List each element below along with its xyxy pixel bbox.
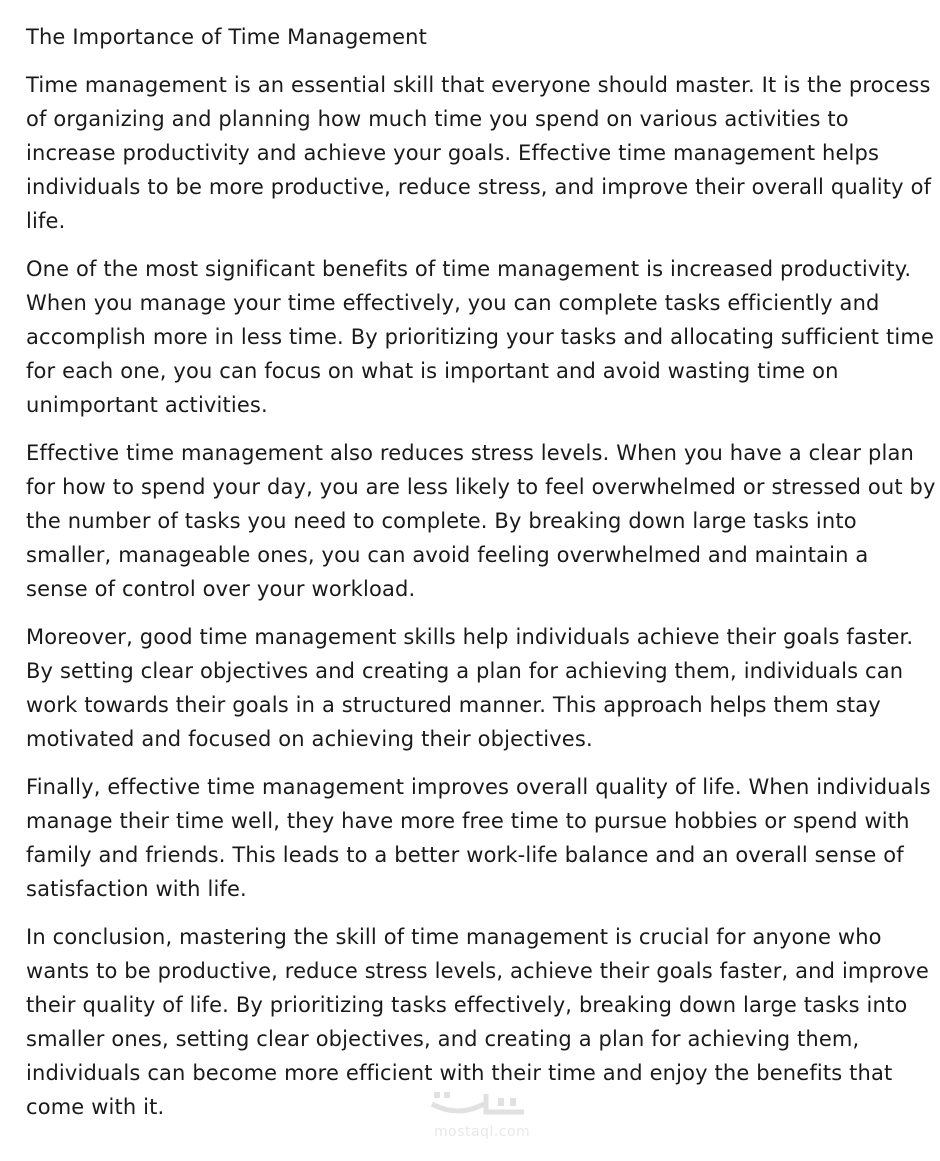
paragraph: One of the most significant benefits of time management is increased productivity. When you manage your time effectively, you can complete tasks efficiently and accomplish more in less time. By prioritizing your tasks and allocating sufficient time for each one, you can focus on what is important and avoid wasting time on unimportant activities. — [26, 257, 935, 417]
paragraph: In conclusion, mastering the skill of time management is crucial for anyone who wants to be productive, reduce stress levels, achieve their goals faster, and improve their quality of life. By prioritizing tasks effectively, breaking down large tasks into smaller ones, setting clear objectives, and creating a plan for achieving them, individuals can become more efficient with their time and enjoy the benefits that come with it. — [26, 925, 929, 1119]
document-title: The Importance of Time Management — [26, 25, 428, 49]
paragraph: Time management is an essential skill that everyone should master. It is the process of organizing and planning how much time you spend on various activities to increase productivity and achieve your goals. Effective time management helps individuals to be more productive, reduce stress, and improve their overall quality of life. — [26, 73, 932, 233]
mostaql-logo-icon — [428, 1082, 528, 1122]
watermark — [420, 1082, 540, 1152]
paragraph: Moreover, good time management skills help individuals achieve their goals faster. By setting clear objectives and creating a plan for achieving them, individuals can work towards their goals in a structured manner. This approach helps them stay motivated and focused on achieving their objectives. — [26, 625, 914, 751]
document — [26, 20, 936, 1138]
watermark-text: mostaql.com — [434, 1124, 531, 1140]
paragraph: Effective time management also reduces stress levels. When you have a clear plan for how to spend your day, you are less likely to feel overwhelmed or stressed out by the number of tasks you need to complete. By breaking down large tasks into smaller, manageable ones, you can avoid feeling overwhelmed and maintain a sense of control over your workload. — [26, 441, 936, 601]
paragraph: Finally, effective time management improves overall quality of life. When individuals manage their time well, they have more free time to pursue hobbies or spend with family and friends. This leads to a better work-life balance and an overall sense of satisfaction with life. — [26, 775, 931, 901]
